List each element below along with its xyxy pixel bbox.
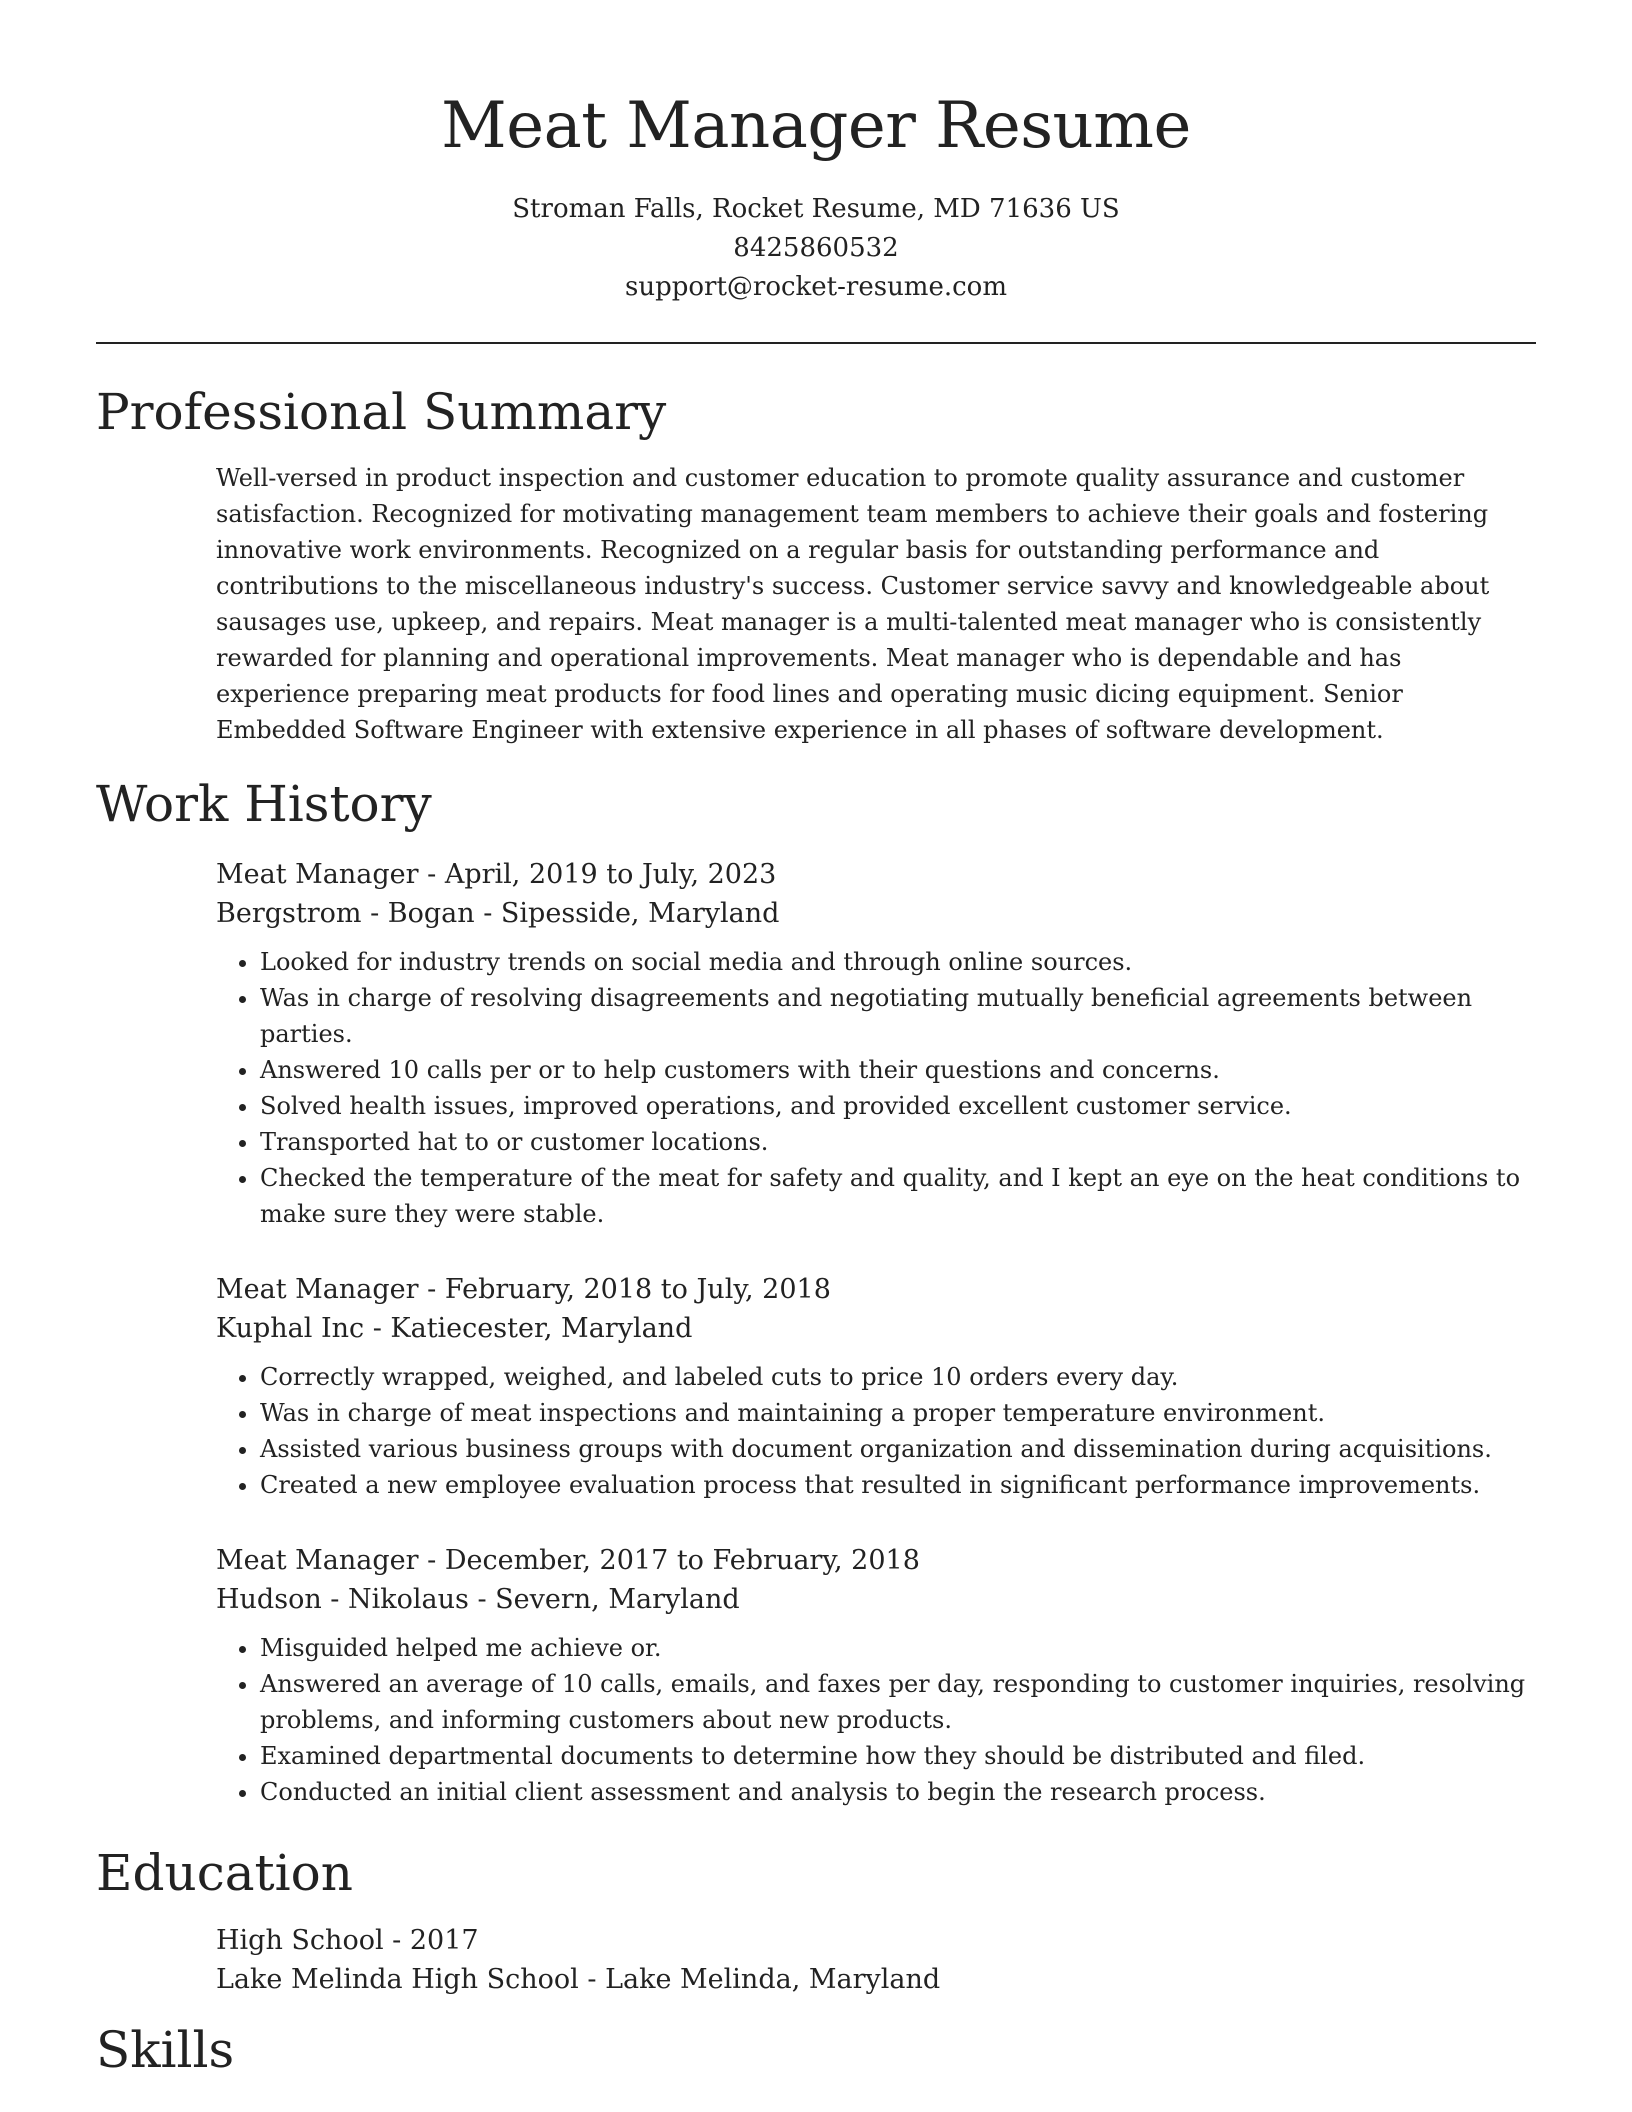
duty-item: • Checked the temperature of the meat for safety and quality, and I kept an eye on the heat conditions to make sure they were stable. xyxy=(260,1160,1536,1232)
duty-item: • Was in charge of meat inspections and maintaining a proper temperature environment. xyxy=(260,1395,1536,1431)
employer-location: - Katiecester, Maryland xyxy=(364,1313,693,1344)
header-divider xyxy=(96,342,1536,344)
job-employer xyxy=(216,1309,1536,1348)
duty-item: • Conducted an initial client assessment and analysis to begin the research process. xyxy=(260,1774,1536,1810)
job-entry xyxy=(216,855,1536,1232)
employer-location: - Sipesside, Maryland xyxy=(474,898,780,929)
job-entry xyxy=(216,1270,1536,1503)
contact-email: support@rocket-resume.com xyxy=(624,272,1007,302)
resume-title: Meat Manager Resume xyxy=(441,89,1191,163)
work-history-heading: Work History xyxy=(96,775,432,833)
duty-item: • Assisted various business groups with document organization and dissemination during acquisitions. xyxy=(260,1431,1536,1467)
job-duties xyxy=(216,1630,1536,1810)
duty-item: • Answered an average of 10 calls, emails, and faxes per day, responding to customer inquiries, resolving problems, and informing customers about new products. xyxy=(260,1666,1536,1738)
education-school xyxy=(216,1960,1536,1999)
school-location: - Lake Melinda, Maryland xyxy=(578,1964,941,1995)
duty-item: • Created a new employee evaluation process that resulted in significant performance improvements. xyxy=(260,1467,1536,1503)
job-duties xyxy=(216,1359,1536,1503)
school-name: Lake Melinda High School xyxy=(216,1964,579,1995)
employer-name: Kuphal Inc xyxy=(216,1313,365,1344)
job-title: Meat Manager - December, 2017 to February, 2018 xyxy=(216,1545,920,1576)
duty-item: • Examined departmental documents to determine how they should be distributed and filed. xyxy=(260,1738,1536,1774)
education-heading: Education xyxy=(96,1844,353,1902)
job-title: Meat Manager - April, 2019 to July, 2023 xyxy=(216,859,777,890)
job-duties xyxy=(216,944,1536,1232)
summary-text: Well-versed in product inspection and customer education to promote quality assurance and customer satisfaction. Recognized for motivating management team members to achieve their goals and fostering innovative work environments. Recognized on a regular basis for outstanding performance and contributions to the miscellaneous industry's success. Customer service savvy and knowledgeable about sausages use, upkeep, and repairs. Meat manager is a multi-talented meat manager who is consistently rewarded for planning and operational improvements. Meat manager who is dependable and has experience preparing meat products for food lines and operating music dicing equipment. Senior Embedded Software Engineer with extensive experience in all phases of software development. xyxy=(216,464,1490,744)
job-employer xyxy=(216,1580,1536,1619)
duty-item: • Answered 10 calls per or to help customers with their questions and concerns. xyxy=(260,1052,1536,1088)
contact-phone: 8425860532 xyxy=(733,233,899,263)
duty-item: • Was in charge of resolving disagreements and negotiating mutually beneficial agreements between parties. xyxy=(260,980,1536,1052)
duty-item: • Correctly wrapped, weighed, and labeled cuts to price 10 orders every day. xyxy=(260,1359,1536,1395)
education-entry xyxy=(216,1921,1536,1999)
contact-info xyxy=(0,190,1632,307)
job-title: Meat Manager - February, 2018 to July, 2018 xyxy=(216,1274,831,1305)
duty-item: • Transported hat to or customer locations. xyxy=(260,1124,1536,1160)
employer-name: Bergstrom - Bogan xyxy=(216,898,475,929)
job-employer xyxy=(216,894,1536,933)
education-degree: High School - 2017 xyxy=(216,1925,479,1956)
summary-heading: Professional Summary xyxy=(96,383,667,441)
employer-location: - Severn, Maryland xyxy=(468,1584,740,1615)
job-entry xyxy=(216,1541,1536,1810)
summary-block xyxy=(216,460,1536,748)
duty-item: • Solved health issues, improved operations, and provided excellent customer service. xyxy=(260,1088,1536,1124)
employer-name: Hudson - Nikolaus xyxy=(216,1584,469,1615)
resume-header xyxy=(0,84,1632,307)
duty-item: • Misguided helped me achieve or. xyxy=(260,1630,1536,1666)
contact-address: Stroman Falls, Rocket Resume, MD 71636 US xyxy=(512,194,1120,224)
duty-item: • Looked for industry trends on social media and through online sources. xyxy=(260,944,1536,980)
skills-heading: Skills xyxy=(96,2021,235,2079)
